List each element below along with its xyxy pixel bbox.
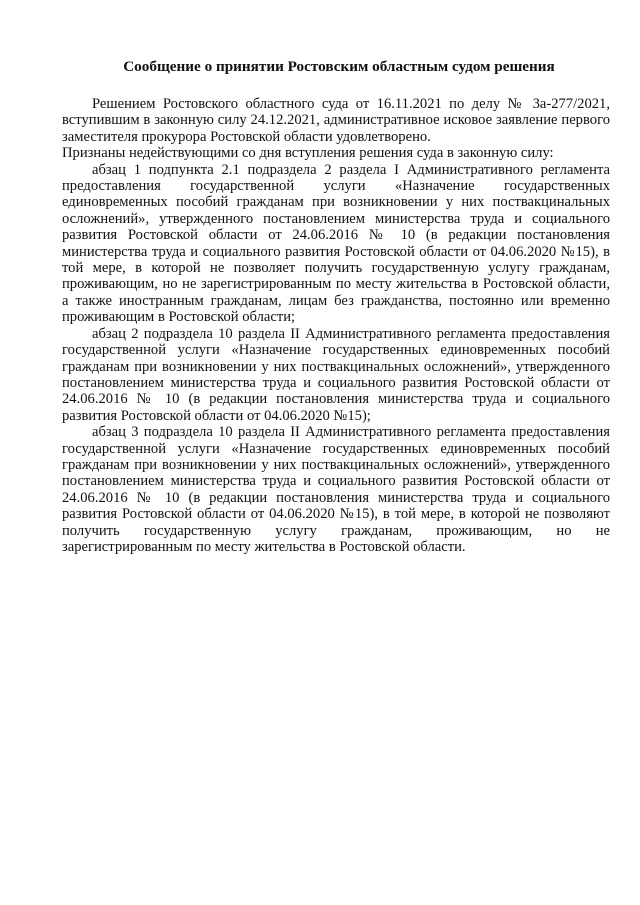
paragraph-clause-1: абзац 1 подпункта 2.1 подраздела 2 раздела I Административного регламента предоставления государственной услуги «Назначение государственных единовременных пособий гражданам при возникновении у них поствакцинальных осложнений», утвержденного постановлением министерства труда и социального развития Ростовской области от 24.06.2016 № 10 (в редакции постановления министерства труда и социального развития Ростовской области от 04.06.2020 №15), в той мере, в которой не позволяет получить государственную услугу гражданам, проживающим, но не зарегистрированным по месту жительства в Ростовской области, а также иностранным гражданам, лицам без гражданства, постоянно или временно проживающим в Ростовской области; <box>62 161 610 326</box>
paragraph-clause-3: абзац 3 подраздела 10 раздела II Административного регламента предоставления государственной услуги «Назначение государственных единовременных пособий гражданам при возникновении у них поствакцинальных осложнений», утвержденного постановлением министерства труда и социального развития Ростовской области от 24.06.2016 № 10 (в редакции постановления министерства труда и социального развития Ростовской области от 04.06.2020 №15), в той мере, в которой не позволяют получить государственную услугу гражданам, проживающим, но не зарегистрированным по месту жительства в Ростовской области. <box>62 424 610 555</box>
paragraph-clause-2: абзац 2 подраздела 10 раздела II Административного регламента предоставления государственной услуги «Назначение государственных единовременных пособий гражданам при возникновении у них поствакцинальных осложнений», утвержденного постановлением министерства труда и социального развития Ростовской области от 24.06.2016 № 10 (в редакции постановления министерства труда и социального развития Ростовской области от 04.06.2020 №15); <box>62 325 610 424</box>
document-title: Сообщение о принятии Ростовским областным судом решения <box>123 58 555 75</box>
document-page <box>62 58 610 555</box>
paragraph-recognized: Признаны недействующими со дня вступления решения суда в законную силу: <box>62 145 554 162</box>
paragraph-decision: Решением Ростовского областного суда от 16.11.2021 по делу № 3а-277/2021, вступившим в законную силу 24.12.2021, административное исковое заявление первого заместителя прокурора Ростовской области удовлетворено. <box>62 96 610 145</box>
